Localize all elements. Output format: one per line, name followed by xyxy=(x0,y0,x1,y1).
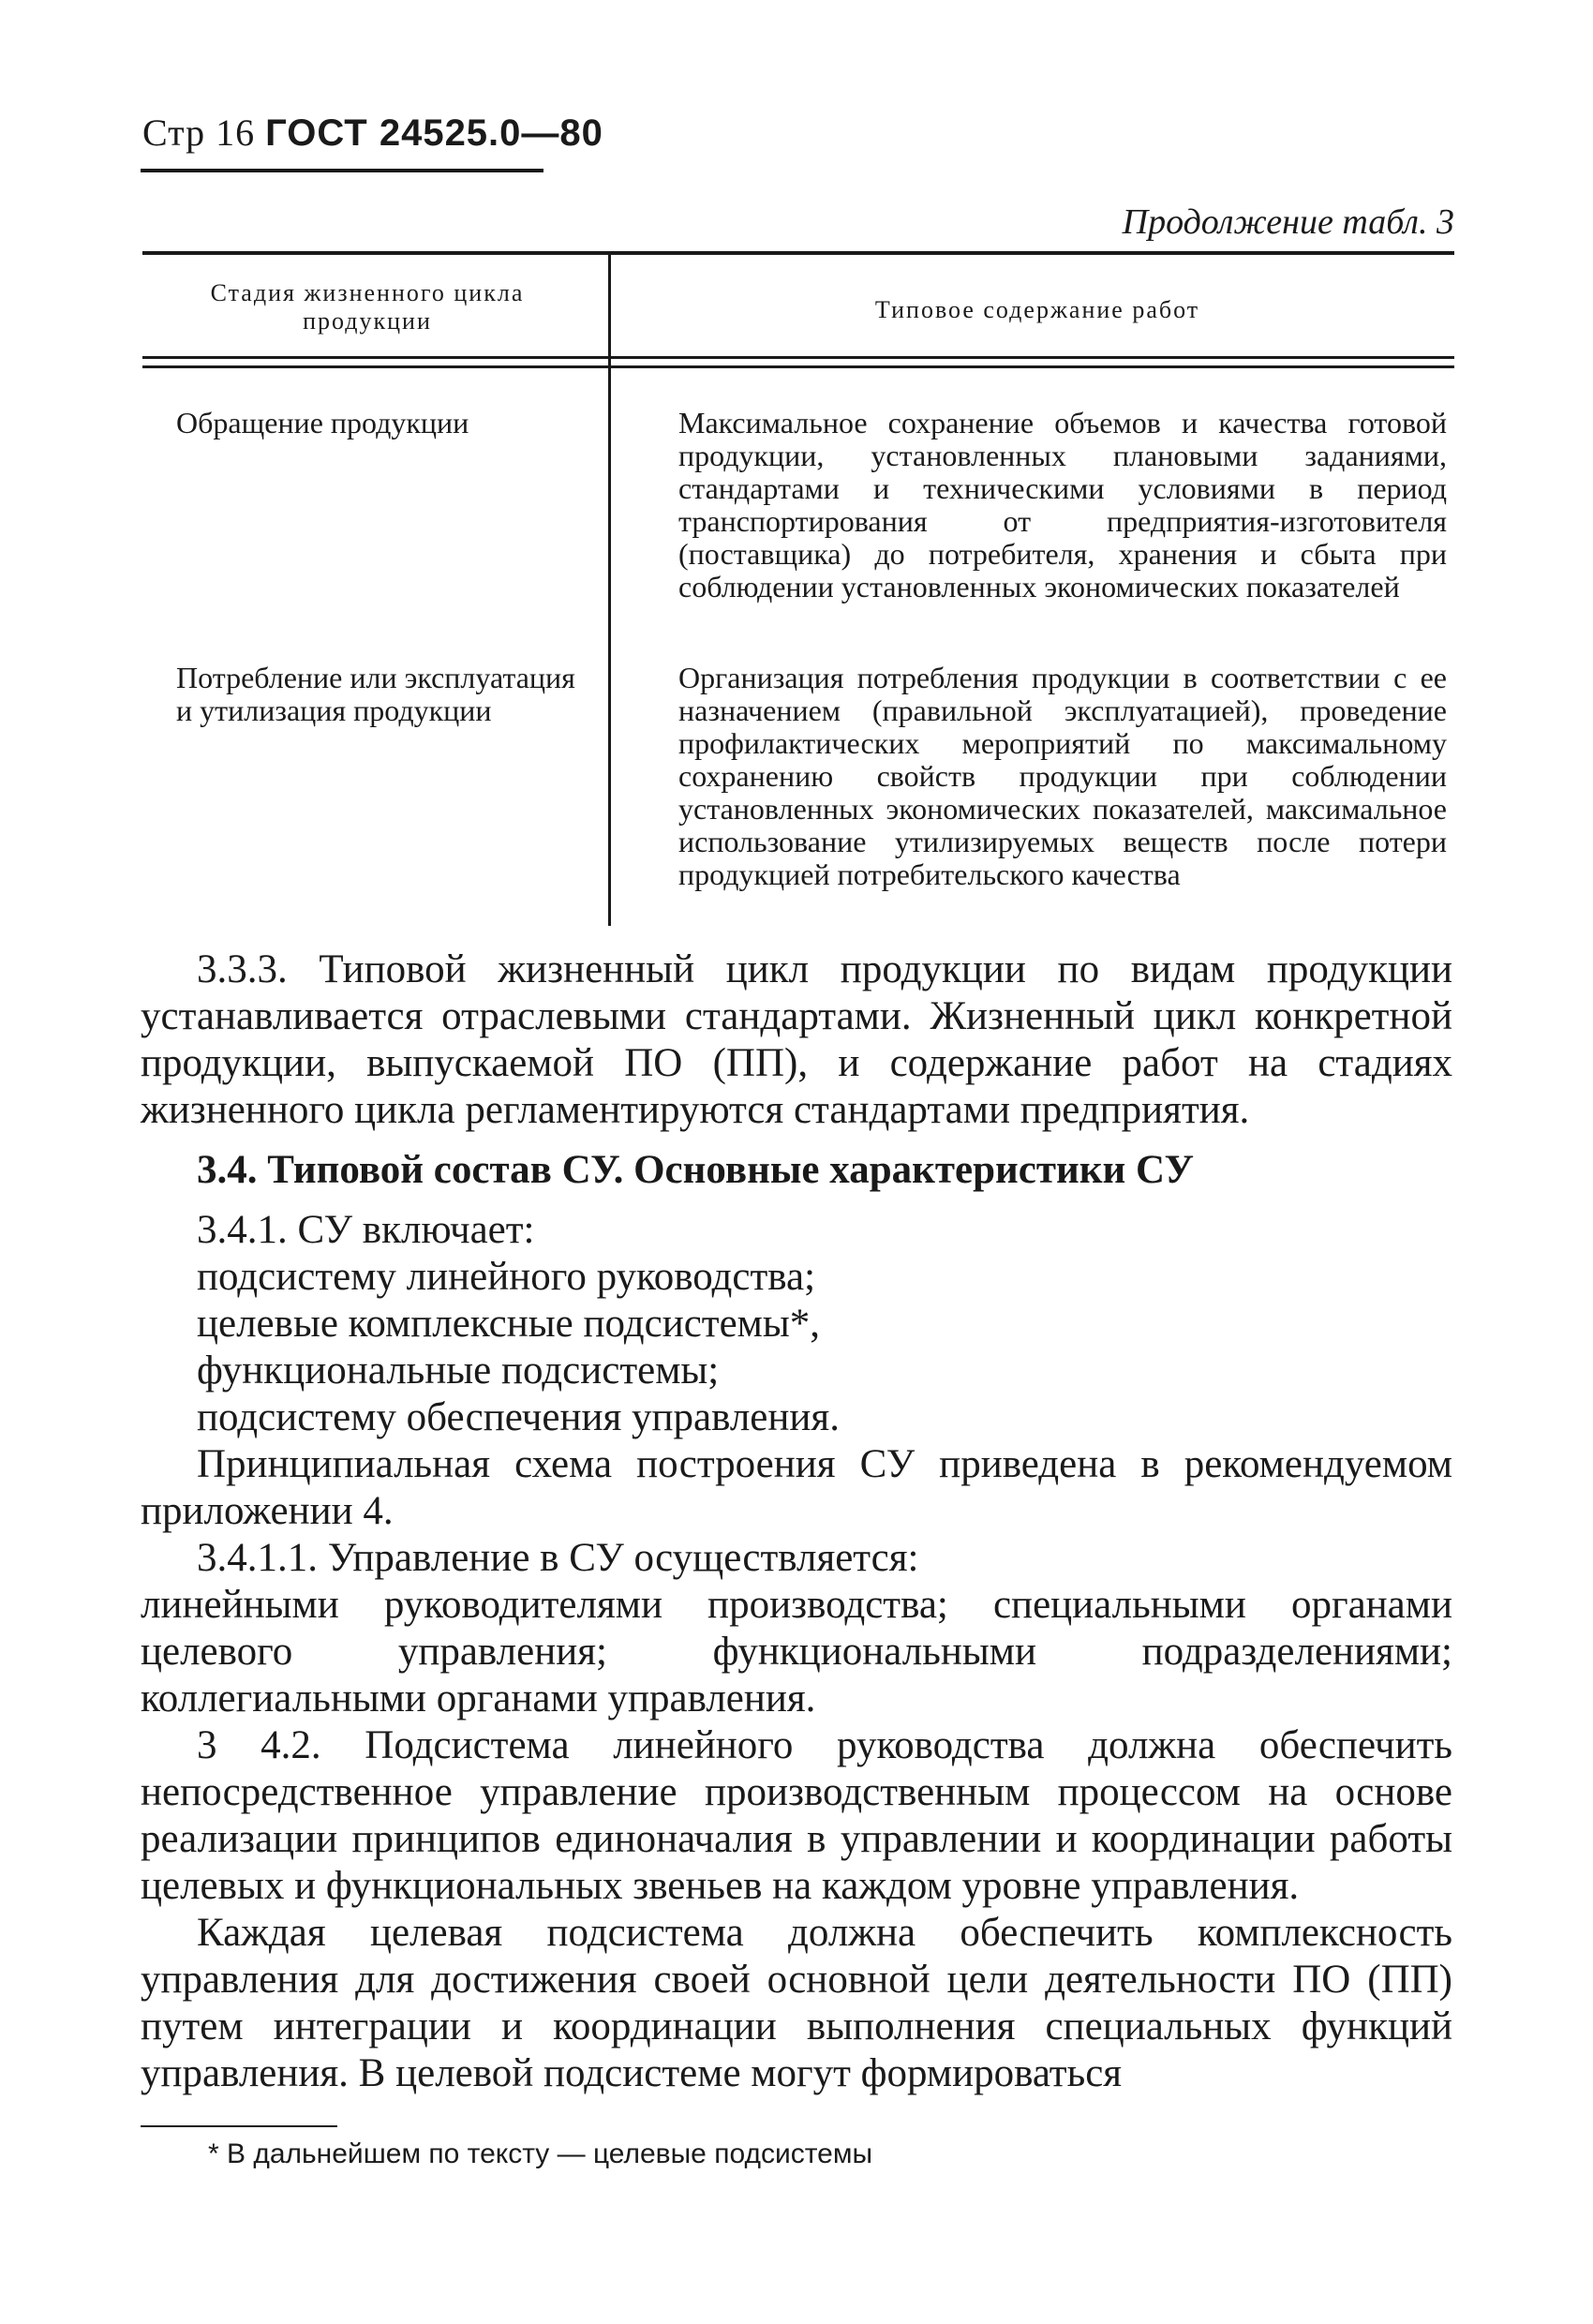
header-rule-2 xyxy=(142,365,1454,368)
list-item: функциональные подсистемы; xyxy=(197,1348,720,1393)
paragraph-3-4-1-1: 3.4.1.1. Управление в СУ осуществляется: xyxy=(197,1536,919,1580)
list-item: подсистему линейного руководства; xyxy=(197,1255,816,1299)
standard-number: ГОСТ 24525.0—80 xyxy=(265,112,603,154)
paragraph-3-4-1: 3.4.1. СУ включает: xyxy=(197,1208,535,1252)
lifecycle-table xyxy=(142,251,1454,926)
running-head xyxy=(142,111,603,155)
table-cell-content: Максимальное сохранение объемов и качества готовой продукции, установленных плановыми заданиями, стандартами и техническими условиями в период транспортирования от предприятия-изготовителя (поставщика) до потребителя, хранения и сбыта при соблюдении установленных экономических показателей xyxy=(678,406,1447,603)
paragraph-3-3-3: 3.3.3. Типовой жизненный цикл продукции по видам продукции устанавливается отраслевыми стандартами. Жизненный цикл конкретной продукции, выпускаемой ПО (ПП), и содержание работ на стадиях жизненного цикла регламентируются стандартами предприятия. xyxy=(141,947,1452,1132)
paragraph-scheme: Принципиальная схема построения СУ приведена в рекомендуемом приложении 4. xyxy=(141,1442,1452,1533)
footnote: * В дальнейшем по тексту — целевые подсистемы xyxy=(208,2138,873,2169)
header-underline xyxy=(141,169,543,172)
page-label: Стр 16 xyxy=(142,112,256,154)
paragraph-3-4-2: 3 4.2. Подсистема линейного руководства должна обеспечить непосредственное управление производственным процессом на основе реализации принципов единоначалия в управлении и координации работы целевых и функциональных звеньев на каждом уровне управления. xyxy=(141,1723,1452,1908)
body-text xyxy=(141,946,1452,2097)
table-cell-stage: Обращение продукции xyxy=(176,406,469,439)
paragraph-target-subsystem: Каждая целевая подсистема должна обеспечить комплексность управления для достижения своей основной цели деятельности ПО (ПП) путем интеграции и координации выполнения специальных функций управления. В целевой подсистеме могут формироваться xyxy=(141,1911,1452,2095)
table-cell-stage: Потребление или эксплуатация и утилизация продукции xyxy=(176,661,575,727)
column-header-content: Типовое содержание работ xyxy=(874,296,1200,323)
table-top-rule xyxy=(142,251,1454,255)
table-caption: Продолжение табл. 3 xyxy=(1122,202,1454,242)
table-cell-content: Организация потребления продукции в соответствии с ее назначением (правильной эксплуатацией), проведение профилактических мероприятий по максимальному сохранению свойств продукции при соблюдении установленных экономических показателей, максимальное использование утилизируемых веществ после потери продукцией потребительского качества xyxy=(678,661,1447,891)
footnote-rule xyxy=(141,2125,337,2127)
column-header-stage: Стадия жизненного цикла продукции xyxy=(210,279,525,335)
paragraph-3-4-1-1-list: линейными руководителями производства; специальными органами целевого управления; функциональными подразделениями; коллегиальными органами управления. xyxy=(141,1583,1452,1721)
header-rule-1 xyxy=(142,356,1454,359)
section-heading-3-4: 3.4. Типовой состав СУ. Основные характеристики СУ xyxy=(197,1148,1195,1192)
list-item: подсистему обеспечения управления. xyxy=(197,1395,840,1439)
list-item: целевые комплексные подсистемы*, xyxy=(197,1302,821,1346)
